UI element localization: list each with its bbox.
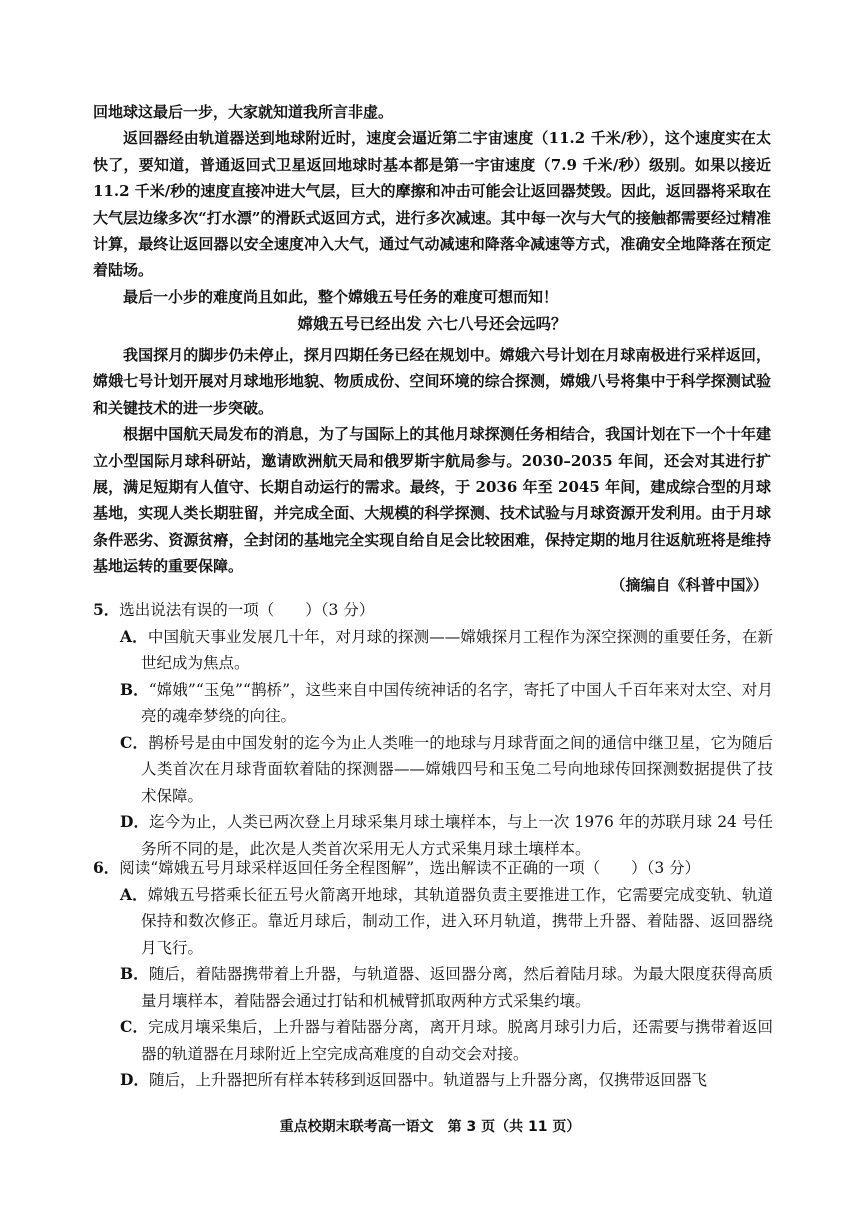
option-text: 嫦娥五号搭乘长征五号火箭离开地球，其轨道器负责主要推进工作，它需要完成变轨、轨道保持和数次修正。靠近月球后，制动工作，进入环月轨道，携带上升器、着陆器、返回器绕月飞行。 — [141, 885, 773, 957]
option-text: “嫦娥”“玉兔”“鹊桥”，这些来自中国传统神话的名字，寄托了中国人千百年来对太空、对月亮的魂牵梦绕的向往。 — [141, 680, 773, 725]
option-c — [93, 1014, 773, 1067]
option-text: 迄今为止，人类已两次登上月球采集月球土壤样本，与上一次 1976 年的苏联月球 24 号任务所不同的是，此次是人类首次采用无人方式采集月球土壤样本。 — [141, 813, 773, 858]
question-text: 阅读“嫦娥五号月球采样返回任务全程图解”，选出解读不正确的一项（ ）（3 分） — [119, 859, 701, 877]
question-stem — [93, 855, 773, 882]
option-a — [93, 882, 773, 962]
option-text: 随后，着陆器携带着上升器，与轨道器、返回器分离，然后着陆月球。为最大限度获得高质量月壤样本，着陆器会通过打钻和机械臂抓取两种方式采集约壤。 — [141, 965, 773, 1010]
option-text: 鹊桥号是由中国发射的迄今为止人类唯一的地球与月球背面之间的通信中继卫星，它为随后人类首次在月球背面软着陆的探测器——嫦娥四号和玉兔二号向地球传回探测数据提供了技术保障。 — [141, 733, 773, 805]
question-6 — [93, 855, 773, 1094]
option-b — [93, 677, 773, 730]
option-text: 中国航天事业发展几十年，对月球的探测——嫦娥探月工程作为深空探测的重要任务，在新世纪成为焦点。 — [141, 627, 773, 672]
option-label: D． — [120, 812, 150, 831]
question-number: 5． — [93, 600, 120, 619]
option-c — [93, 730, 773, 810]
option-text: 完成月壤采集后，上升器与着陆器分离，离开月球。脱离月球引力后，还需要与携带着返回器的轨道器在月球附近上空完成高难度的自动交会对接。 — [141, 1018, 773, 1063]
question-5 — [93, 597, 773, 862]
section-heading: 嫦娥五号已经出发 六七八号还会远吗？ — [297, 314, 567, 333]
source-note: （摘编自《科普中国》） — [610, 576, 768, 594]
paragraph: 返回器经由轨道器送到地球附近时，速度会逼近第二宇宙速度（11.2 千米/秒），这个速度实在太快了，要知道，普通返回式卫星返回地球时基本都是第一宇宙速度（7.9 千米/秒）级别。如果以接近 11.2 千米/秒的速度直接冲进大气层，巨大的摩擦和冲击可能会让返回器焚毁。因此，返回器将采取在大气层边缘多次“打水漂”的滑跃式返回方式，进行多次减速。其中每一次与大气的接触都需要经过精准计算，最终让返回器以安全速度冲入大气，通过气动减速和降落伞减速等方式，准确安全地降落在预定着陆场。 — [93, 129, 771, 280]
option-label: D． — [120, 1070, 149, 1089]
paragraph: 我国探月的脚步仍未停止，探月四期任务已经在规划中。嫦娥六号计划在月球南极进行采样返回，嫦娥七号计划开展对月球地形地貌、物质成份、空间环境的综合探测，嫦娥八号将集中于科学探测试验和关键技术的进一步突破。 — [93, 346, 771, 417]
option-label: B． — [120, 964, 149, 983]
paragraph: 根据中国航天局发布的消息，为了与国际上的其他月球探测任务相结合，我国计划在下一个十年建立小型国际月球科研站，邀请欧洲航天局和俄罗斯宇航局参与。2030–2035 年间，还会对其进行扩展，满足短期有人值守、长期自动运行的需求。最终，于 2036 年至 2045 年间，建成综合型的月球基地，实现人类长期驻留，并完成全面、大规模的科学探测、技术试验与月球资源开发利用。由于月球条件恶劣、资源贫瘠，全封闭的基地完全实现自给自足会比较困难，保持定期的地月往返航班将是维持基地运转的重要保障。 — [93, 425, 771, 576]
option-label: C． — [120, 1017, 149, 1036]
passage-top — [93, 99, 771, 310]
page-footer: 重点校期末联考高一语文 第 3 页（共 11 页） — [279, 1119, 581, 1135]
option-label: B． — [120, 679, 149, 699]
question-stem — [93, 597, 773, 624]
passage-bottom — [93, 342, 771, 580]
paragraph: 最后一小步的难度尚且如此，整个嫦娥五号任务的难度可想而知！ — [123, 287, 559, 306]
option-label: C． — [120, 732, 149, 752]
option-a — [93, 624, 773, 677]
option-b — [93, 961, 773, 1014]
option-label: A． — [120, 884, 148, 904]
option-d — [93, 1067, 773, 1094]
paragraph: 回地球这最后一步，大家就知道我所言非虚。 — [93, 103, 394, 121]
question-number: 6． — [93, 858, 120, 877]
option-text: 随后，上升器把所有样本转移到返回器中。轨道器与上升器分离，仅携带返回器飞 — [148, 1071, 707, 1089]
question-text: 选出说法有误的一项（ ）（3 分） — [119, 601, 375, 619]
option-label: A． — [120, 626, 148, 646]
